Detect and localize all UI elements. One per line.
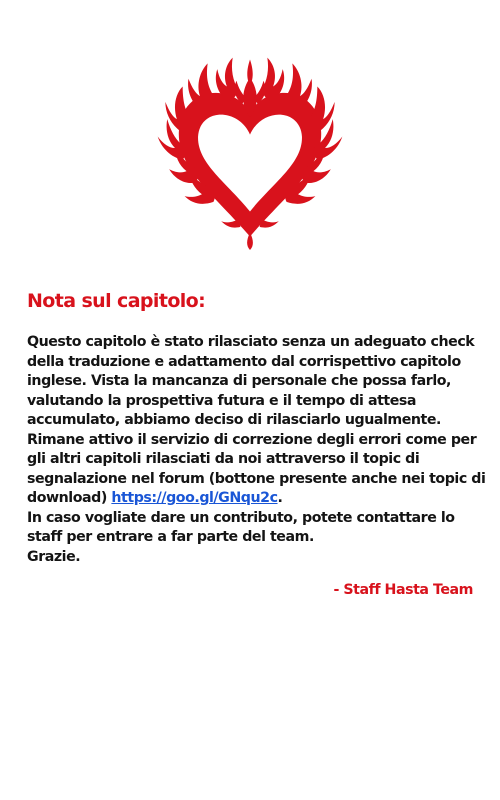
- note-link-prefix: download): [27, 490, 112, 506]
- note-line: della traduzione e adattamento dal corrispettivo capitolo: [27, 353, 461, 370]
- note-body: [27, 333, 489, 567]
- note-line: Questo capitolo è stato rilasciato senza un adeguato check: [27, 334, 475, 350]
- note-link-line: [27, 489, 489, 509]
- signature: - Staff Hasta Team: [333, 582, 473, 598]
- note-line: gli altri capitoli rilasciati da noi attraverso il topic di: [27, 451, 420, 467]
- note-heading: Nota sul capitolo:: [27, 290, 206, 312]
- note-line: accumulato, abbiamo deciso di rilasciarlo ugualmente.: [27, 412, 441, 428]
- note-line: staff per entrare a far parte del team.: [27, 529, 314, 545]
- note-line: valutando la prospettiva futura e il tempo di attesa: [27, 392, 417, 409]
- flame-bottom: [247, 233, 253, 250]
- note-line: inglese. Vista la mancanza di personale che possa farlo,: [27, 373, 451, 389]
- flaming-heart-icon: [153, 48, 347, 250]
- note-line: In caso vogliate dare un contributo, potete contattare lo: [27, 509, 455, 526]
- forum-link[interactable]: https://goo.gl/GNqu2c: [111, 490, 278, 506]
- note-link-suffix: .: [277, 490, 283, 506]
- note-line: Rimane attivo il servizio di correzione degli errori come per: [27, 431, 477, 448]
- note-line: segnalazione nel forum (bottone presente anche nei topic di: [27, 470, 486, 487]
- flame-center: [243, 60, 256, 118]
- note-line: Grazie.: [27, 548, 81, 565]
